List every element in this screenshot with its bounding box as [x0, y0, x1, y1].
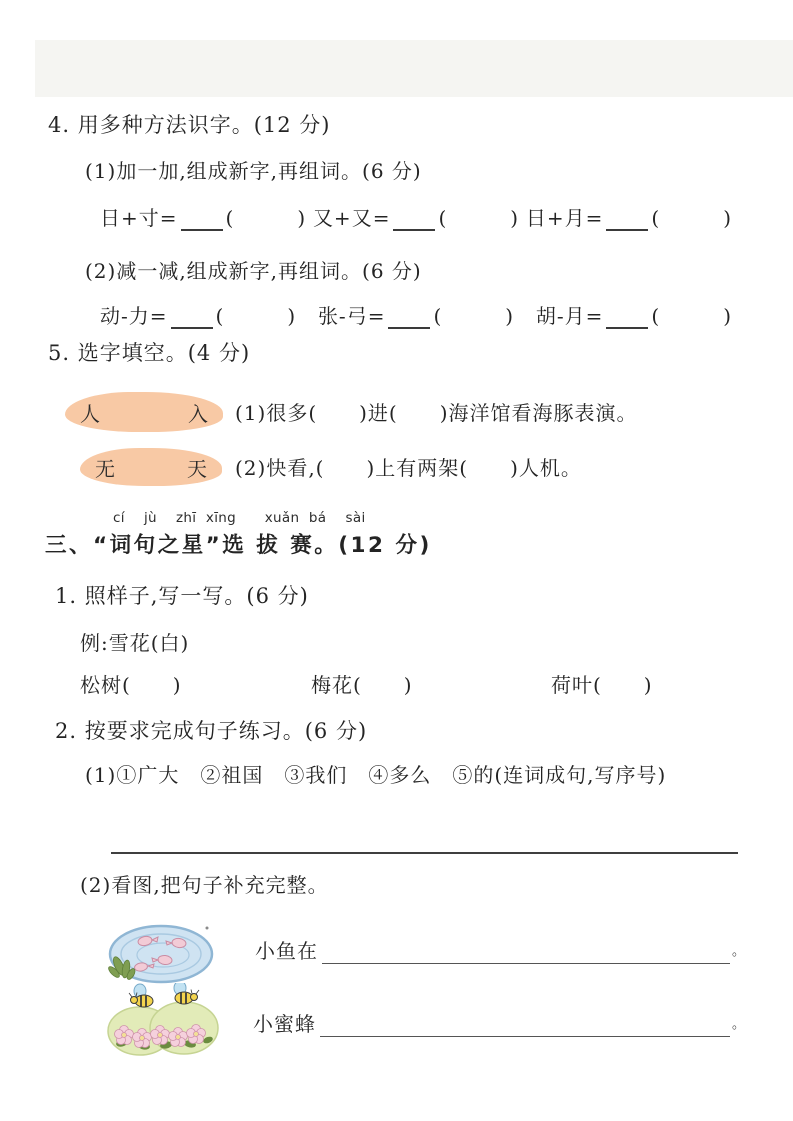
choice-character: 入 — [188, 401, 208, 426]
fish-sentence-prefix: 小鱼在 — [255, 939, 318, 963]
choice-highlight-ren-ru — [65, 392, 223, 432]
question-4-title: 4. 用多种方法识字。(12 分) — [48, 113, 331, 137]
word-paren: ( ) — [215, 304, 297, 328]
equation-lhs: 胡-月= — [535, 304, 604, 328]
question-5-title: 5. 选字填空。(4 分) — [48, 341, 251, 365]
subtract-character-row — [100, 300, 732, 329]
answer-blank — [171, 305, 213, 329]
question-2-sub2-title: (2)看图,把句子补充完整。 — [80, 873, 329, 897]
answer-blank — [181, 207, 223, 231]
choice-highlight-wu-tian — [80, 448, 222, 486]
question-2-sub1: (1)①广大 ②祖国 ③我们 ④多么 ⑤的(连词成句,写序号) — [85, 763, 667, 787]
word-lotus: 荷叶( ) — [551, 673, 653, 697]
fish-sentence-period: 。 — [731, 944, 745, 959]
equation-item — [100, 202, 306, 231]
section-3-pinyin: cí jù zhī xīng xuǎn bá sài — [113, 510, 366, 526]
answer-blank — [606, 305, 648, 329]
example-text: 例:雪花(白) — [80, 631, 190, 655]
equation-lhs: 日+寸= — [100, 206, 178, 230]
answer-blank — [606, 207, 648, 231]
question-4-sub1-title: (1)加一加,组成新字,再组词。(6 分) — [85, 159, 422, 183]
equation-item — [536, 300, 732, 329]
equation-lhs: 张-弓= — [317, 304, 386, 328]
fish-sentence-row — [255, 935, 745, 964]
equation-item — [318, 300, 514, 329]
bee-sentence-row — [253, 1008, 745, 1037]
word-paren: ( ) — [225, 206, 307, 230]
bee-sentence-prefix: 小蜜蜂 — [253, 1012, 316, 1036]
fill-sentence-1: (1)很多( )进( )海洋馆看海豚表演。 — [235, 401, 638, 425]
add-character-row — [100, 202, 732, 231]
bee-answer-line — [320, 1010, 730, 1037]
answer-line — [111, 852, 738, 854]
scan-artifact-band — [35, 40, 793, 97]
answer-blank — [388, 305, 430, 329]
answer-blank — [393, 207, 435, 231]
word-plum: 梅花( ) — [311, 673, 413, 697]
word-paren: ( ) — [651, 304, 732, 328]
question-4-sub2-title: (2)减一减,组成新字,再组词。(6 分) — [85, 259, 422, 283]
word-paren: ( ) — [433, 304, 515, 328]
bees-flowers-illustration — [106, 983, 220, 1063]
word-paren: ( ) — [651, 206, 732, 230]
equation-lhs: 日+月= — [525, 206, 604, 230]
word-pine: 松树( ) — [80, 673, 182, 697]
word-paren: ( ) — [438, 206, 520, 230]
section-3-title: 三、“词句之星”选 拔 赛。(12 分) — [45, 533, 432, 558]
pond-fish-illustration — [105, 916, 217, 990]
equation-lhs: 又+又= — [312, 206, 391, 230]
fill-sentence-2: (2)快看,( )上有两架( )人机。 — [235, 456, 582, 480]
question-2-title: 2. 按要求完成句子练习。(6 分) — [55, 719, 368, 743]
equation-lhs: 动-力= — [100, 304, 168, 328]
equation-item — [526, 202, 732, 231]
bee-sentence-period: 。 — [731, 1017, 745, 1032]
choice-character: 人 — [80, 401, 100, 426]
choice-character: 天 — [187, 456, 207, 481]
fish-answer-line — [322, 937, 730, 964]
equation-item — [100, 300, 296, 329]
question-1-title: 1. 照样子,写一写。(6 分) — [55, 584, 309, 608]
choice-character: 无 — [95, 456, 115, 481]
equation-item — [313, 202, 519, 231]
